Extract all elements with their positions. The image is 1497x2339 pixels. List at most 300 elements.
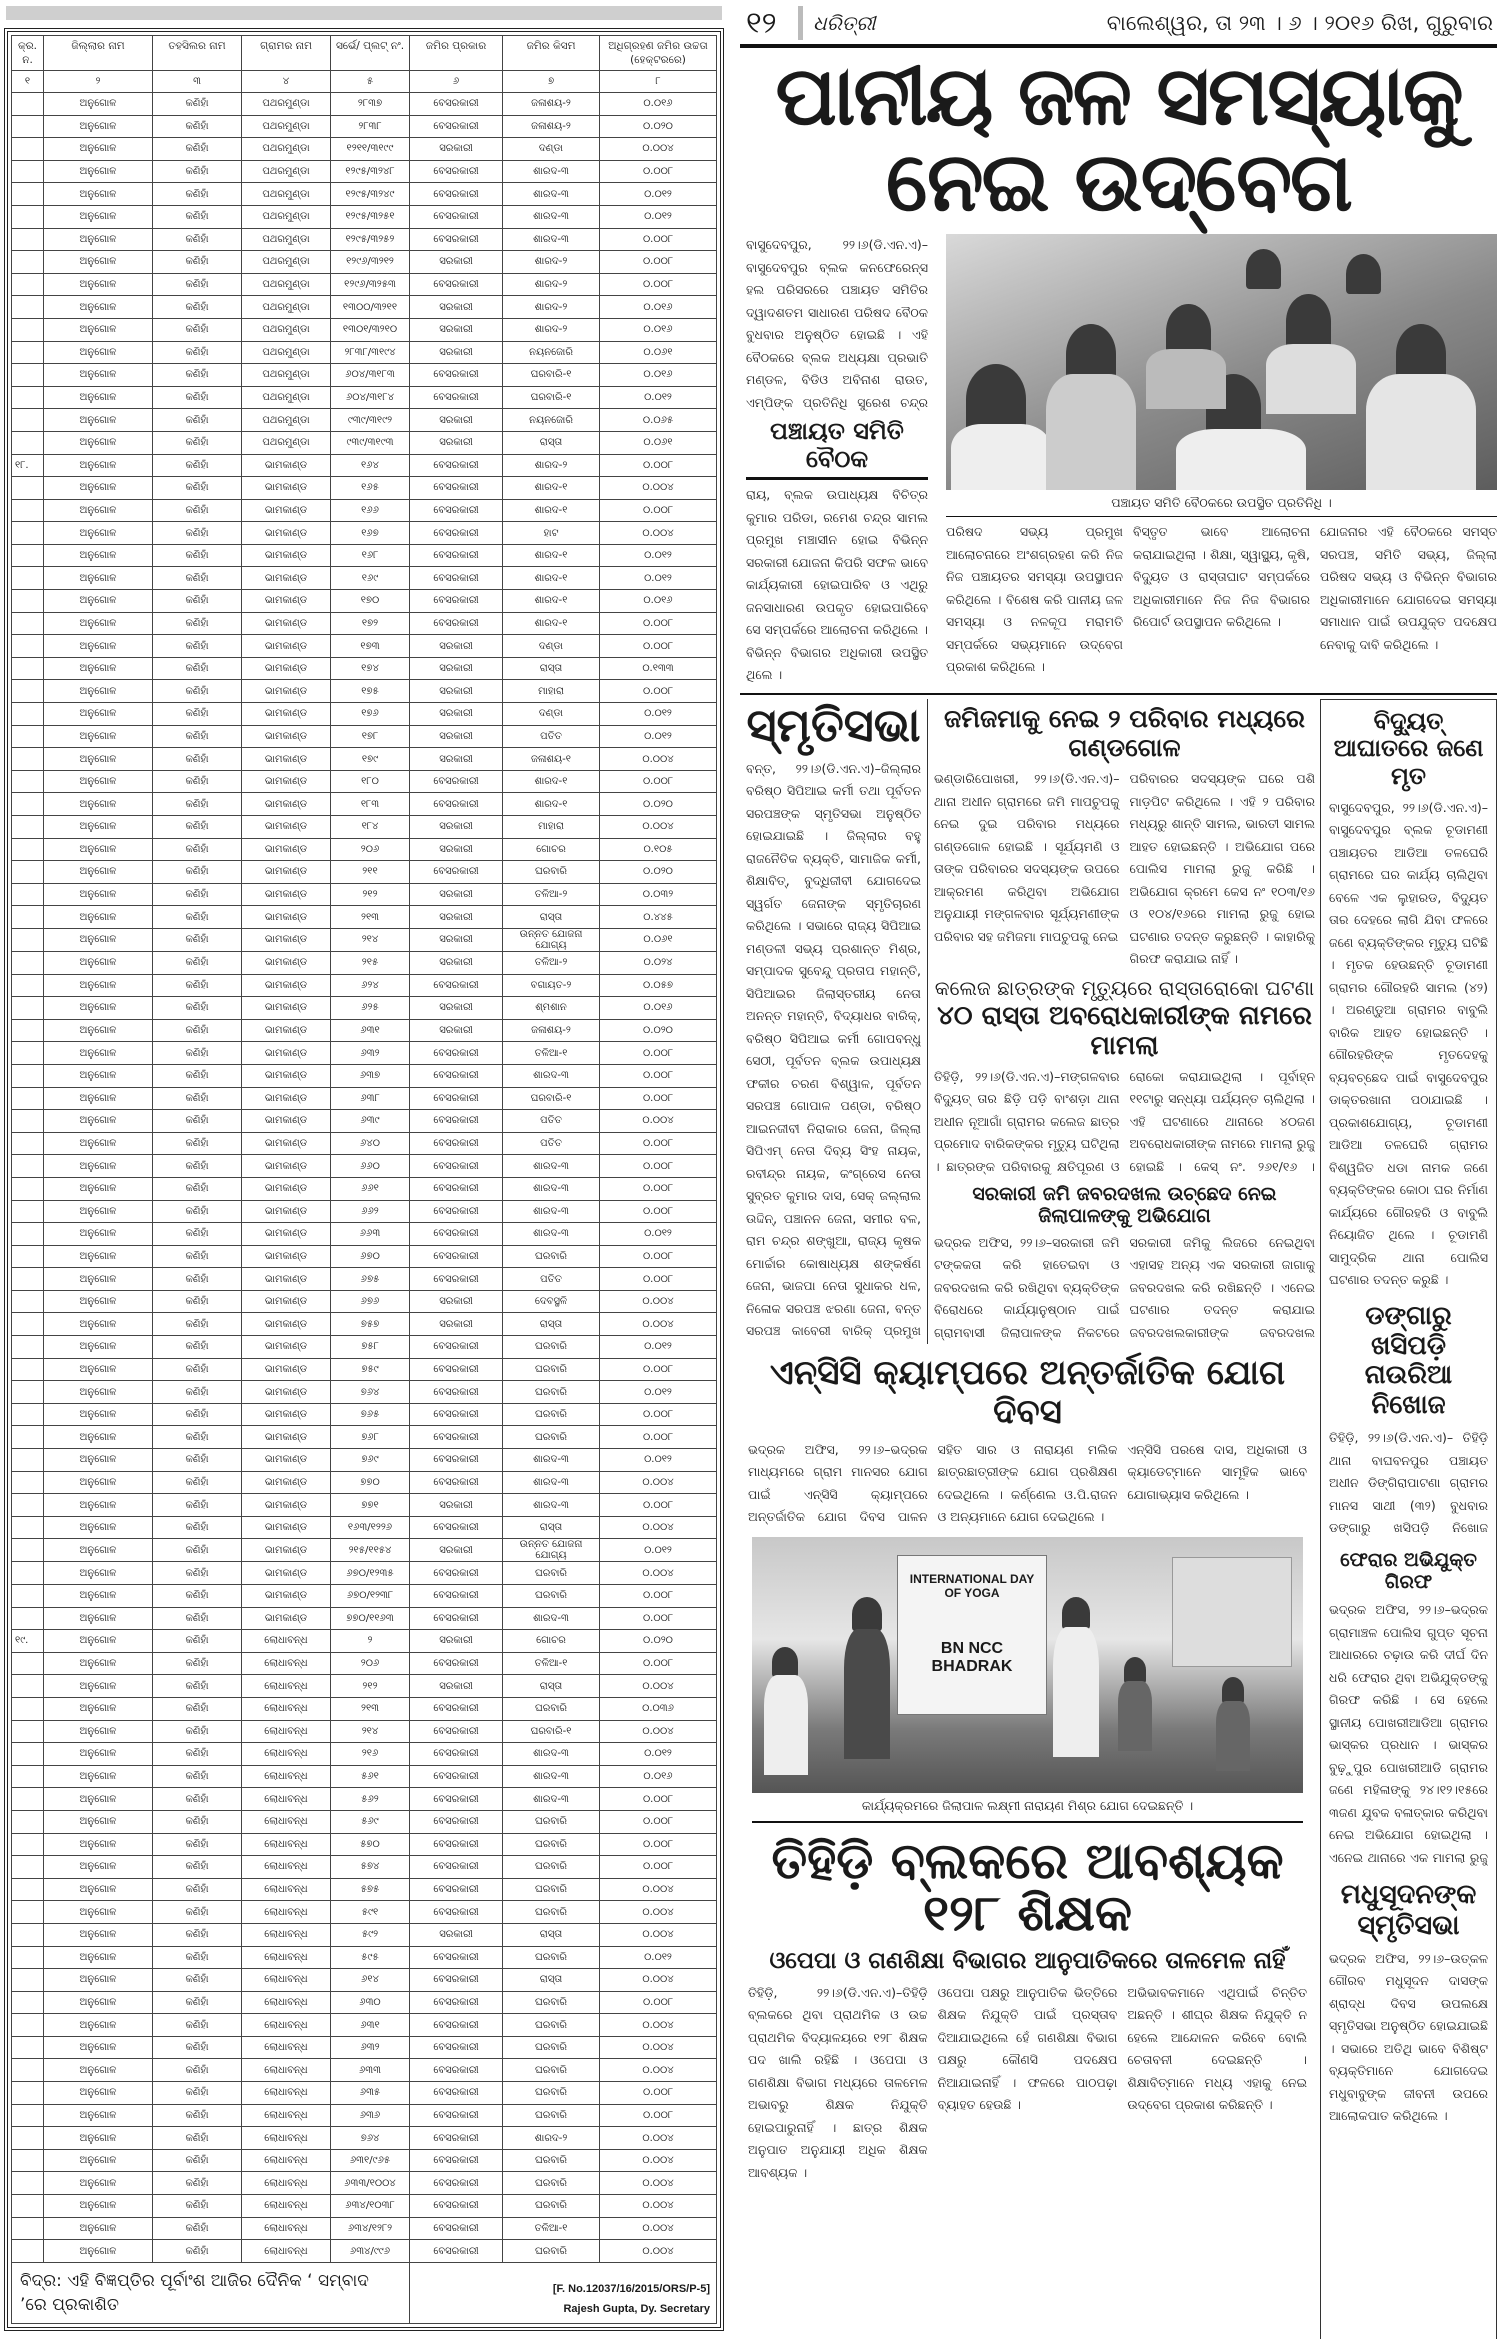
cell-plot: ୭୫୮ bbox=[331, 1336, 410, 1359]
table-row bbox=[12, 974, 717, 997]
cell-land-kind: ଶାରଦ-୩ bbox=[503, 1765, 600, 1788]
cell-village: ଭାମକାଣ୍ଡ bbox=[242, 1200, 331, 1223]
cell-village: ଲୋଧାବନ୍ଧ bbox=[242, 2195, 331, 2218]
table-row bbox=[12, 1539, 717, 1562]
cell-plot: ୧୨୧୧/୩୧୯୯ bbox=[331, 138, 410, 161]
cell-land-kind: ଘରବାରି bbox=[503, 1585, 600, 1608]
cell-tahasil: କଣିହାଁ bbox=[153, 1177, 242, 1200]
cell-land-kind: ଶାରଦ-୧ bbox=[503, 567, 600, 590]
cell-district: ଅନୁଗୋଳ bbox=[44, 115, 153, 138]
cell-area: ୦.୦୨୦ bbox=[600, 861, 717, 884]
cell-sl bbox=[12, 1969, 44, 1992]
cell-village: ଲୋଧାବନ୍ଧ bbox=[242, 1878, 331, 1901]
cell-village: ଭାମକାଣ୍ଡ bbox=[242, 680, 331, 703]
cell-district: ଅନୁଗୋଳ bbox=[44, 1268, 153, 1291]
table-row bbox=[12, 1177, 717, 1200]
cell-sl bbox=[12, 2149, 44, 2172]
cell-ownership: ବେସରକାରୀ bbox=[410, 1652, 503, 1675]
cell-district: ଅନୁଗୋଳ bbox=[44, 1743, 153, 1766]
cell-district: ଅନୁଗୋଳ bbox=[44, 2014, 153, 2037]
cell-district: ଅନୁଗୋଳ bbox=[44, 1991, 153, 2014]
cell-plot: ୧୮୩ bbox=[331, 793, 410, 816]
table-row bbox=[12, 793, 717, 816]
land-table bbox=[11, 35, 717, 2324]
cell-ownership: ବେସରକାରୀ bbox=[410, 1336, 503, 1359]
cell-tahasil: କଣିହାଁ bbox=[153, 816, 242, 839]
cell-village: ଲୋଧାବନ୍ଧ bbox=[242, 1856, 331, 1879]
cell-village: ଭାମକାଣ୍ଡ bbox=[242, 1087, 331, 1110]
cell-plot: ୧୬୭ bbox=[331, 522, 410, 545]
madhusudan-text: ଭଦ୍ରକ ଅଫିସ, ୨୨।୬–ଉତ୍କଳ ଗୌରବ ମଧୁସୂଦନ ଦାସଙ୍କ ଶ୍ରାଦ୍ଧ ଦିବସ ଉପଲକ୍ଷେ ସ୍ମୃତିସଭା ଅନୁଷ୍ଠିତ ହୋଇଯାଇଛି । ସଭାରେ ଅତିଥି ଭାବେ ବିଶିଷ୍ଟ ବ୍ୟକ୍ତିମାନେ ଯୋଗଦେଇ ମଧୁବାବୁଙ୍କ ଜୀବନୀ ଉପରେ ଆଲୋକପାତ କରିଥିଲେ । bbox=[1329, 1950, 1488, 2123]
cell-district: ଅନୁଗୋଳ bbox=[44, 1064, 153, 1087]
cell-land-kind: ମାହାରା bbox=[503, 816, 600, 839]
cell-tahasil: କଣିହାଁ bbox=[153, 1675, 242, 1698]
cell-area: ୦.୦୧୨ bbox=[600, 1223, 717, 1246]
cell-sl bbox=[12, 974, 44, 997]
cell-plot: ୧୮୦ bbox=[331, 770, 410, 793]
table-row bbox=[12, 364, 717, 387]
cell-village: ଭାମକାଣ୍ଡ bbox=[242, 703, 331, 726]
cell-plot: ୧୬୯ bbox=[331, 567, 410, 590]
cell-district: ଅନୁଗୋଳ bbox=[44, 296, 153, 319]
cell-area: ୦.୦୦୮ bbox=[600, 228, 717, 251]
cell-ownership: ବେସରକାରୀ bbox=[410, 1607, 503, 1630]
cell-sl bbox=[12, 1471, 44, 1494]
column-number: ୭ bbox=[503, 71, 600, 93]
table-row bbox=[12, 1494, 717, 1517]
teachers-text-3: ଅଭିଭାବକମାନେ ଏଥିପାଇଁ ଚିନ୍ତିତ ଅଛନ୍ତି । ଶୀଘ୍ର ଶିକ୍ଷକ ନିଯୁକ୍ତି ନ ହେଲେ ଆନ୍ଦୋଳନ କରିବେ ବୋଲି ଚେତାବନୀ ଦେଇଛନ୍ତି । ଶିକ୍ଷାବିତ୍‌ମାନେ ମଧ୍ୟ ଏହାକୁ ନେଇ ଉଦ୍‌ବେଗ ପ୍ରକାଶ କରିଛନ୍ତି । bbox=[1127, 1984, 1308, 2113]
cell-land-kind: ତଳିଆ-୧ bbox=[503, 1042, 600, 1065]
cell-village: ଲୋଧାବନ୍ଧ bbox=[242, 1743, 331, 1766]
table-row bbox=[12, 680, 717, 703]
cell-land-kind: ନୟନଜୋରି bbox=[503, 341, 600, 364]
right-column-box bbox=[1320, 699, 1497, 2339]
cell-plot: ୧୭୨ bbox=[331, 612, 410, 635]
cell-village: ଲୋଧାବନ୍ଧ bbox=[242, 2172, 331, 2195]
cell-land-kind: ଘରବାରି bbox=[503, 1901, 600, 1924]
cell-tahasil: କଣିହାଁ bbox=[153, 1562, 242, 1585]
table-row bbox=[12, 1697, 717, 1720]
cell-land-kind: ଶାରଦ-୩ bbox=[503, 1064, 600, 1087]
cell-village: ଭାମକାଣ୍ଡ bbox=[242, 1403, 331, 1426]
cell-village: ପଥରମୁଣ୍ଡା bbox=[242, 93, 331, 116]
cell-district: ଅନୁଗୋଳ bbox=[44, 228, 153, 251]
cell-land-kind: ରାସ୍ତା bbox=[503, 906, 600, 929]
cell-area: ୦.୦୦୪ bbox=[600, 2149, 717, 2172]
cell-ownership: ସରକାରୀ bbox=[410, 1923, 503, 1946]
cell-sl bbox=[12, 160, 44, 183]
cell-land-kind: ଜଳାଶୟ-୧ bbox=[503, 748, 600, 771]
cell-tahasil: କଣିହାଁ bbox=[153, 499, 242, 522]
cell-plot: ୬୩୪/୯୯୬ bbox=[331, 2240, 410, 2263]
cell-sl bbox=[12, 1585, 44, 1608]
cell-area: ୦.୦୦୮ bbox=[600, 1042, 717, 1065]
cell-land-kind: ଘରବାରି bbox=[503, 2195, 600, 2218]
cell-area: ୦.୦୧୨ bbox=[600, 386, 717, 409]
cell-tahasil: କଣିହାଁ bbox=[153, 296, 242, 319]
cell-village: ଲୋଧାବନ୍ଧ bbox=[242, 1630, 331, 1653]
table-row bbox=[12, 1923, 717, 1946]
cell-village: ଭାମକାଣ୍ଡ bbox=[242, 567, 331, 590]
cell-ownership: ସରକାରୀ bbox=[410, 138, 503, 161]
cell-village: ପଥରମୁଣ୍ଡା bbox=[242, 160, 331, 183]
cell-ownership: ବେସରକାରୀ bbox=[410, 386, 503, 409]
cell-tahasil: କଣିହାଁ bbox=[153, 725, 242, 748]
cell-area: ୦.୦୧୨ bbox=[600, 1743, 717, 1766]
cell-district: ଅନୁଗୋଳ bbox=[44, 974, 153, 997]
table-row bbox=[12, 816, 717, 839]
road-block-text-1: ତିହିଡ଼ି, ୨୨।୬(ଡି.ଏନ.ଏ)–ମଙ୍ଗଳବାର ବିଦ୍ୟୁତ୍ ତାର ଛିଡ଼ି ପଡ଼ି ବାଂଶଡ଼ା ଥାନା ଅଧୀନ ନୂଆଗାଁ ଗ୍ରାମର କଲେଜ ଛାତ୍ର ପ୍ରମୋଦ ବାରିକଙ୍କର ମୃତ୍ୟୁ ଘଟିଥିଲା । ଛାତ୍ରଙ୍କ ପରିବାରକୁ କ୍ଷତିପୂରଣ ଓ bbox=[934, 1068, 1120, 1174]
cell-ownership: ବେସରକାରୀ bbox=[410, 1788, 503, 1811]
cell-district: ଅନୁଗୋଳ bbox=[44, 1720, 153, 1743]
cell-plot: ୬୬୧ bbox=[331, 1177, 410, 1200]
cell-ownership: ବେସରକାରୀ bbox=[410, 205, 503, 228]
cell-land-kind: ପତିତ bbox=[503, 725, 600, 748]
cell-sl bbox=[12, 1675, 44, 1698]
cell-ownership: ସରକାରୀ bbox=[410, 725, 503, 748]
cell-village: ଲୋଧାବନ୍ଧ bbox=[242, 1788, 331, 1811]
cell-sl bbox=[12, 1856, 44, 1879]
cell-area: ୦.୦୩୨ bbox=[600, 883, 717, 906]
cell-plot: ୧୨୯୫/୩୨୫୨ bbox=[331, 228, 410, 251]
subhead-panchayat: ପଞ୍ଚାୟତ ସମିତି ବୈଠକ bbox=[770, 417, 904, 473]
cell-plot: ୫୯୫ bbox=[331, 1946, 410, 1969]
cell-area: ୦.୦୦୮ bbox=[600, 2082, 717, 2105]
cell-area: ୦.୦୦୪ bbox=[600, 1471, 717, 1494]
column-number-row bbox=[12, 71, 717, 93]
cell-area: ୦.୦୦୮ bbox=[600, 454, 717, 477]
column-header: କ୍ର. ନ. bbox=[12, 36, 44, 71]
cell-area: ୦.୦୦୮ bbox=[600, 1585, 717, 1608]
cell-sl bbox=[12, 228, 44, 251]
cell-ownership: ବେସରକାରୀ bbox=[410, 522, 503, 545]
cell-sl bbox=[12, 409, 44, 432]
cell-village: ପଥରମୁଣ୍ଡା bbox=[242, 364, 331, 387]
table-row bbox=[12, 386, 717, 409]
cell-tahasil: କଣିହାଁ bbox=[153, 883, 242, 906]
cell-land-kind: ଘରବାରି bbox=[503, 1946, 600, 1969]
cell-village: ଭାମକାଣ୍ଡ bbox=[242, 1585, 331, 1608]
cell-plot: ୬୩୧ bbox=[331, 2014, 410, 2037]
cell-plot: ୭୬୫ bbox=[331, 1403, 410, 1426]
cell-plot: ୭୭୦/୧୧୬୩ bbox=[331, 1607, 410, 1630]
cell-plot: ୧୬୮ bbox=[331, 544, 410, 567]
cell-tahasil: କଣିହାଁ bbox=[153, 409, 242, 432]
cell-district: ଅନୁଗୋଳ bbox=[44, 1471, 153, 1494]
cell-sl bbox=[12, 770, 44, 793]
table-row bbox=[12, 1585, 717, 1608]
headline-madhusudan: ମଧୁସୂଦନଙ୍କ ସ୍ମୃତିସଭା bbox=[1340, 1879, 1477, 1942]
cell-sl bbox=[12, 499, 44, 522]
table-row bbox=[12, 522, 717, 545]
cell-area: ୦.୦୬୫ bbox=[600, 409, 717, 432]
cell-village: ପଥରମୁଣ୍ଡା bbox=[242, 273, 331, 296]
cell-village: ପଥରମୁଣ୍ଡା bbox=[242, 431, 331, 454]
cell-area: ୦.୦୦୮ bbox=[600, 1132, 717, 1155]
subhead-rule bbox=[746, 477, 928, 480]
cell-village: ଭାମକାଣ୍ଡ bbox=[242, 657, 331, 680]
cell-district: ଅନୁଗୋଳ bbox=[44, 1516, 153, 1539]
cell-sl bbox=[12, 1788, 44, 1811]
table-row bbox=[12, 183, 717, 206]
cell-sl bbox=[12, 590, 44, 613]
cell-tahasil: କଣିହାଁ bbox=[153, 1494, 242, 1517]
banner-text: INTERNATIONAL DAY OF YOGA bbox=[909, 1571, 1035, 1600]
cell-district: ଅନୁଗୋଳ bbox=[44, 612, 153, 635]
cell-area: ୦.୦୧୨ bbox=[600, 725, 717, 748]
cell-ownership: ବେସରକାରୀ bbox=[410, 2172, 503, 2195]
cell-area: ୦.୦୦୮ bbox=[600, 499, 717, 522]
column-number: ୧ bbox=[12, 71, 44, 93]
table-row bbox=[12, 1471, 717, 1494]
cell-tahasil: କଣିହାଁ bbox=[153, 2195, 242, 2218]
cell-tahasil: କଣିହାଁ bbox=[153, 93, 242, 116]
cell-village: ପଥରମୁଣ୍ଡା bbox=[242, 228, 331, 251]
column-number: ୨ bbox=[44, 71, 153, 93]
cell-ownership: ସରକାରୀ bbox=[410, 1539, 503, 1562]
cell-ownership: ବେସରକାରୀ bbox=[410, 1743, 503, 1766]
cell-plot: ୬୭୬ bbox=[331, 1290, 410, 1313]
cell-land-kind: ହାଟ bbox=[503, 522, 600, 545]
cell-plot: ୬୩୦ bbox=[331, 1991, 410, 2014]
middle-stack bbox=[934, 699, 1315, 1344]
cell-sl bbox=[12, 1743, 44, 1766]
cell-village: ଲୋଧାବନ୍ଧ bbox=[242, 2217, 331, 2240]
cell-land-kind: ଶ୍ମଶାନ bbox=[503, 997, 600, 1020]
cell-ownership: ବେସରକାରୀ bbox=[410, 477, 503, 500]
cell-land-kind: ପତିତ bbox=[503, 1268, 600, 1291]
cell-village: ଲୋଧାବନ୍ଧ bbox=[242, 2014, 331, 2037]
cell-area: ୦.୦୦୪ bbox=[600, 2217, 717, 2240]
cell-ownership: ସରକାରୀ bbox=[410, 1313, 503, 1336]
cell-district: ଅନୁଗୋଳ bbox=[44, 183, 153, 206]
table-row bbox=[12, 2127, 717, 2150]
cell-district: ଅନୁଗୋଳ bbox=[44, 1901, 153, 1924]
cell-village: ଭାମକାଣ୍ଡ bbox=[242, 997, 331, 1020]
cell-village: ପଥରମୁଣ୍ଡା bbox=[242, 409, 331, 432]
cell-plot: ୧୨୯୬/୩୨୫୩ bbox=[331, 273, 410, 296]
cell-land-kind: ଦେବସ୍ଥଳି bbox=[503, 1290, 600, 1313]
column-header: ସର୍ଭେ/ ପ୍ଲଟ୍ ନଂ. bbox=[331, 36, 410, 71]
table-row bbox=[12, 906, 717, 929]
cell-district: ଅନୁଗୋଳ bbox=[44, 1969, 153, 1992]
cell-tahasil: କଣିହାଁ bbox=[153, 1449, 242, 1472]
cell-ownership: ସରକାରୀ bbox=[410, 883, 503, 906]
cell-tahasil: କଣିହାଁ bbox=[153, 1810, 242, 1833]
cell-ownership: ବେସରକାରୀ bbox=[410, 1969, 503, 1992]
land-dispute-columns bbox=[934, 768, 1315, 971]
cell-tahasil: କଣିହାଁ bbox=[153, 341, 242, 364]
cell-sl bbox=[12, 1720, 44, 1743]
table-row bbox=[12, 1743, 717, 1766]
table-row bbox=[12, 1562, 717, 1585]
cell-land-kind: ଶାରଦ-୧ bbox=[503, 612, 600, 635]
cell-village: ପଥରମୁଣ୍ଡା bbox=[242, 138, 331, 161]
cell-sl bbox=[12, 1810, 44, 1833]
cell-tahasil: କଣିହାଁ bbox=[153, 251, 242, 274]
cell-sl bbox=[12, 1268, 44, 1291]
signature-block bbox=[410, 2262, 717, 2323]
cell-tahasil: କଣିହାଁ bbox=[153, 228, 242, 251]
cell-plot: ୬୩୯ bbox=[331, 1110, 410, 1133]
cell-ownership: ବେସରକାରୀ bbox=[410, 1901, 503, 1924]
cell-plot: ୬୩୨ bbox=[331, 1042, 410, 1065]
cell-land-kind: ଘରବାରି bbox=[503, 1358, 600, 1381]
cell-area: ୦.୦୨୪ bbox=[600, 951, 717, 974]
headline-road-block: ୪୦ ରାସ୍ତା ଅବରୋଧକାରୀଙ୍କ ନାମରେ ମାମଲା bbox=[937, 1000, 1312, 1061]
cell-ownership: ବେସରକାରୀ bbox=[410, 2036, 503, 2059]
cell-tahasil: କଣିହାଁ bbox=[153, 906, 242, 929]
table-row bbox=[12, 160, 717, 183]
column-header: ଜିଲ୍ଲାର ନାମ bbox=[44, 36, 153, 71]
cell-land-kind: ଶାରଦ-୨ bbox=[503, 318, 600, 341]
cell-district: ଅନୁଗୋଳ bbox=[44, 1381, 153, 1404]
cell-ownership: ବେସରକାରୀ bbox=[410, 364, 503, 387]
cell-village: ଲୋଧାବନ୍ଧ bbox=[242, 1697, 331, 1720]
cell-plot: ୭୫୯ bbox=[331, 1358, 410, 1381]
cell-sl bbox=[12, 341, 44, 364]
cell-land-kind: ରାସ୍ତା bbox=[503, 1923, 600, 1946]
cell-ownership: ବେସରକାରୀ bbox=[410, 1223, 503, 1246]
table-row bbox=[12, 2036, 717, 2059]
cell-sl bbox=[12, 1313, 44, 1336]
kicker-road-block: କଲେଜ ଛାତ୍ରଙ୍କ ମୃତ୍ୟୁରେ ରାସ୍ତାରୋକୋ ଘଟଣା bbox=[934, 975, 1315, 1000]
column-header: ଗ୍ରାମର ନାମ bbox=[242, 36, 331, 71]
cell-plot: ୬୨୪ bbox=[331, 974, 410, 997]
cell-district: ଅନୁଗୋଳ bbox=[44, 138, 153, 161]
yoga-rule bbox=[752, 1821, 1303, 1823]
cell-ownership: ବେସରକାରୀ bbox=[410, 1381, 503, 1404]
cell-tahasil: କଣିହାଁ bbox=[153, 612, 242, 635]
cell-area: ୦.୦୦୪ bbox=[600, 2036, 717, 2059]
cell-tahasil: କଣିହାଁ bbox=[153, 997, 242, 1020]
cell-district: ଅନୁଗୋଳ bbox=[44, 1336, 153, 1359]
table-row bbox=[12, 590, 717, 613]
cell-plot: ୫୬୧ bbox=[331, 1765, 410, 1788]
cell-area: ୦.୦୦୮ bbox=[600, 1403, 717, 1426]
cell-ownership: ବେସରକାରୀ bbox=[410, 1562, 503, 1585]
cell-sl bbox=[12, 1132, 44, 1155]
table-row bbox=[12, 1901, 717, 1924]
cell-ownership: ସରକାରୀ bbox=[410, 318, 503, 341]
cell-ownership: ବେସରକାରୀ bbox=[410, 544, 503, 567]
cell-tahasil: କଣିହାଁ bbox=[153, 1856, 242, 1879]
cell-sl bbox=[12, 1516, 44, 1539]
cell-plot: ୭୭୦ bbox=[331, 1471, 410, 1494]
cell-village: ପଥରମୁଣ୍ଡା bbox=[242, 296, 331, 319]
cell-village: ଭାମକାଣ୍ଡ bbox=[242, 1562, 331, 1585]
cell-sl bbox=[12, 364, 44, 387]
encroachment-columns bbox=[934, 1232, 1315, 1345]
cell-sl bbox=[12, 93, 44, 116]
cell-district: ଅନୁଗୋଳ bbox=[44, 1585, 153, 1608]
cell-district: ଅନୁଗୋଳ bbox=[44, 1765, 153, 1788]
cell-district: ଅନୁଗୋଳ bbox=[44, 160, 153, 183]
cell-land-kind: ଶାରଦ-୩ bbox=[503, 160, 600, 183]
cell-sl bbox=[12, 951, 44, 974]
cell-plot: ୧୨୯୬/୩୨୧୨ bbox=[331, 251, 410, 274]
cell-ownership: ସରକାରୀ bbox=[410, 906, 503, 929]
cell-land-kind: ଘରବାରି bbox=[503, 2082, 600, 2105]
cell-ownership: ବେସରକାରୀ bbox=[410, 1132, 503, 1155]
table-row bbox=[12, 2217, 717, 2240]
cell-village: ଭାମକାଣ୍ଡ bbox=[242, 1042, 331, 1065]
table-row bbox=[12, 251, 717, 274]
cell-sl bbox=[12, 1358, 44, 1381]
cell-district: ଅନୁଗୋଳ bbox=[44, 997, 153, 1020]
cell-tahasil: କଣିହାଁ bbox=[153, 1765, 242, 1788]
cell-tahasil: କଣିହାଁ bbox=[153, 1381, 242, 1404]
cell-land-kind: ଦଣ୍ଡା bbox=[503, 635, 600, 658]
cell-land-kind: ଘରବାରି bbox=[503, 1810, 600, 1833]
water-columns bbox=[946, 521, 1497, 679]
cell-village: ଭାମକାଣ୍ଡ bbox=[242, 1426, 331, 1449]
cell-tahasil: କଣିହାଁ bbox=[153, 544, 242, 567]
cell-district: ଅନୁଗୋଳ bbox=[44, 2172, 153, 2195]
cell-village: ଲୋଧାବନ୍ଧ bbox=[242, 2240, 331, 2263]
cell-ownership: ବେସରକାରୀ bbox=[410, 2149, 503, 2172]
cell-land-kind: ଶାରଦ-୩ bbox=[503, 183, 600, 206]
banner-text-2: BN NCC BHADRAK bbox=[931, 1639, 1013, 1675]
cell-plot: ୨୮୩୭ bbox=[331, 93, 410, 116]
cell-plot: ୧୩୦୧/୩୨୧୦ bbox=[331, 318, 410, 341]
cell-sl bbox=[12, 1652, 44, 1675]
yoga-banner bbox=[897, 1555, 1047, 1715]
cell-village: ଭାମକାଣ୍ଡ bbox=[242, 1539, 331, 1562]
cell-district: ଅନୁଗୋଳ bbox=[44, 1539, 153, 1562]
table-row bbox=[12, 431, 717, 454]
cell-land-kind: ଘରବାରି-୧ bbox=[503, 364, 600, 387]
cell-ownership: ବେସରକାରୀ bbox=[410, 2014, 503, 2037]
table-row bbox=[12, 1856, 717, 1879]
cell-district: ଅନୁଗୋଳ bbox=[44, 1313, 153, 1336]
cell-plot: ୬୬୨ bbox=[331, 1200, 410, 1223]
cell-tahasil: କଣିହାଁ bbox=[153, 1290, 242, 1313]
cell-sl bbox=[12, 205, 44, 228]
cell-plot: ୬୦୪/୩୧୮୩ bbox=[331, 364, 410, 387]
table-row bbox=[12, 409, 717, 432]
cell-plot: ୬୩୧ bbox=[331, 1019, 410, 1042]
cell-district: ଅନୁଗୋଳ bbox=[44, 431, 153, 454]
cell-sl bbox=[12, 2059, 44, 2082]
cell-plot: ୬୩୮ bbox=[331, 1087, 410, 1110]
cell-land-kind: ଘରବାରି bbox=[503, 2104, 600, 2127]
column-number: ୮ bbox=[600, 71, 717, 93]
cell-land-kind: ଉନ୍ନତ ଯୋଜନା ଯୋଗ୍ୟ bbox=[503, 1539, 600, 1562]
cell-plot: ୨୧୩ bbox=[331, 1697, 410, 1720]
cell-tahasil: କଣିହାଁ bbox=[153, 1969, 242, 1992]
cell-area: ୦.୦୦୪ bbox=[600, 1969, 717, 1992]
cell-land-kind: ରାସ୍ତା bbox=[503, 431, 600, 454]
cell-plot: ୨୧୨ bbox=[331, 1675, 410, 1698]
cell-plot: ୧୬୪ bbox=[331, 454, 410, 477]
cell-village: ପଥରମୁଣ୍ଡା bbox=[242, 341, 331, 364]
cell-area: ୦.୦୧୬ bbox=[600, 364, 717, 387]
cell-tahasil: କଣିହାଁ bbox=[153, 1426, 242, 1449]
cell-sl bbox=[12, 2217, 44, 2240]
table-row bbox=[12, 997, 717, 1020]
cell-area: ୦.୦୬୧ bbox=[600, 431, 717, 454]
cell-land-kind: ଘରବାରି bbox=[503, 1856, 600, 1879]
table-row bbox=[12, 1765, 717, 1788]
cell-ownership: ବେସରକାରୀ bbox=[410, 770, 503, 793]
cell-ownership: ବେସରକାରୀ bbox=[410, 1064, 503, 1087]
cell-sl bbox=[12, 1765, 44, 1788]
cell-district: ଅନୁଗୋଳ bbox=[44, 2217, 153, 2240]
cell-land-kind: ରାସ୍ତା bbox=[503, 1969, 600, 1992]
table-row bbox=[12, 1403, 717, 1426]
cell-village: ଲୋଧାବନ୍ଧ bbox=[242, 2036, 331, 2059]
